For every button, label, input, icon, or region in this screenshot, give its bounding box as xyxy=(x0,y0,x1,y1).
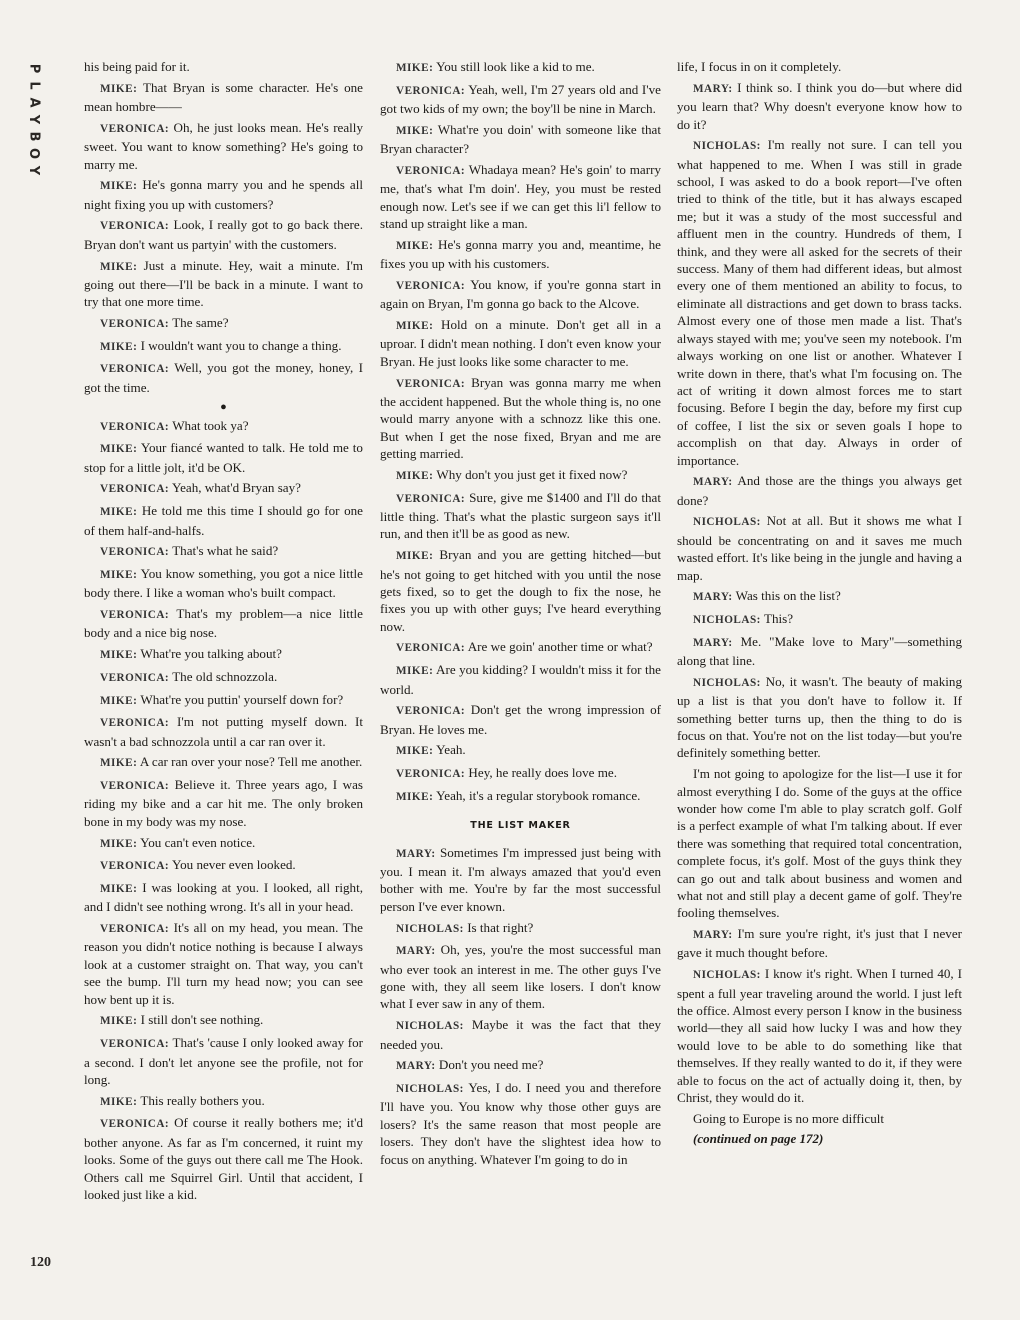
dialogue-text: Are you kidding? I wouldn't miss it for the world. xyxy=(380,662,661,697)
speaker-name: VERONICA: xyxy=(100,318,170,331)
dialogue-text: I'm not putting myself down. It wasn't a bad schnozzola until a car ran over it. xyxy=(84,714,363,749)
dialogue-text: Oh, yes, you're the most successful man who ever took an interest in me. The other guys I've gone with, they all seem like losers. I don't know what I ever saw in any of them. xyxy=(380,942,661,1012)
dialogue-text: Why don't you just get it fixed now? xyxy=(436,466,628,482)
dialogue-text: I think so. I think you do—but where did you learn that? Why doesn't everyone know how to do it? xyxy=(677,79,962,132)
dialogue-text: I still don't see nothing. xyxy=(140,1012,264,1028)
dialogue-paragraph xyxy=(380,276,661,313)
dialogue-paragraph xyxy=(84,58,363,75)
speaker-name: MARY: xyxy=(396,945,436,958)
speaker-name: VERONICA: xyxy=(396,768,466,781)
dialogue-text: Your fiancé wanted to talk. He told me to stop for a little jolt, it'd be OK. xyxy=(84,440,363,475)
speaker-name: MARY: xyxy=(693,476,733,489)
dialogue-paragraph xyxy=(380,941,661,1013)
dialogue-text: You still look like a kid to me. xyxy=(436,59,595,74)
speaker-name: MIKE: xyxy=(100,568,138,581)
dialogue-paragraph xyxy=(84,1011,363,1030)
speaker-name: MIKE: xyxy=(100,82,138,95)
dialogue-paragraph xyxy=(677,79,962,133)
speaker-name: NICHOLAS: xyxy=(396,922,464,935)
speaker-name: VERONICA: xyxy=(100,671,170,684)
sidebar-letter: A xyxy=(26,97,42,108)
dialogue-paragraph xyxy=(380,374,661,463)
dialogue-paragraph xyxy=(84,216,363,253)
text-column-2 xyxy=(380,58,661,1171)
dialogue-paragraph xyxy=(84,502,363,539)
dialogue-paragraph xyxy=(380,638,661,657)
speaker-name: MIKE: xyxy=(396,239,434,252)
dialogue-paragraph xyxy=(380,844,661,916)
sidebar-letter: Y xyxy=(26,114,42,125)
text-column-3 xyxy=(677,58,962,1151)
dialogue-text: Sometimes I'm impressed just being with you. I mean it. I'm always amazed that you'd even bother with me. You're by far the most successful person I've ever known. xyxy=(380,844,662,914)
speaker-name: VERONICA: xyxy=(100,546,170,559)
dialogue-paragraph xyxy=(84,337,363,356)
speaker-name: VERONICA: xyxy=(100,220,170,233)
dialogue-paragraph xyxy=(84,605,363,642)
speaker-name: MIKE: xyxy=(100,649,138,662)
speaker-name: NICHOLAS: xyxy=(693,613,761,626)
speaker-name: VERONICA: xyxy=(100,483,170,496)
sidebar-letter: L xyxy=(26,81,42,90)
speaker-name: NICHOLAS: xyxy=(396,1082,464,1095)
dialogue-paragraph xyxy=(380,741,661,760)
dialogue-paragraph xyxy=(84,479,363,498)
dialogue-text: Don't get the wrong impression of Bryan. He loves me. xyxy=(380,702,661,737)
dialogue-text: I'm sure you're right, it's just that I never gave it much thought before. xyxy=(677,926,962,961)
dialogue-paragraph xyxy=(380,1016,661,1053)
dialogue-text: I'm really not sure. I can tell you what happened to me. When I was still in grade school, I was asked to do a book report—I've often tried to think of the title, but it has always escaped me; but it was a study of the most successful and affluent men in the country. Hundreds of them, I think, and they were all asked for the secrets of their success. Many of them had different ideas, but almost every one of them mentioned an ability to focus, to eliminate all distractions and get down to brass tacks. Almost every one of those men made a list. That's always stayed with me; you've seen my notebook. I'm always working on one list or another. Whatever I write down in there, that's what I'm focusing on. The act of writing it down almost forces me to start focusing. Before I begin the day, before my first cup of coffee, I list the six or seven goals I hope to accomplish on that day. Always in order of importance. xyxy=(677,137,963,468)
dialogue-text: You know, if you're gonna start in again on Bryan, I'm gonna go back to the Alcove. xyxy=(380,276,661,312)
dialogue-text: Don't you need me? xyxy=(438,1057,544,1073)
dialogue-text: Just a minute. Hey, wait a minute. I'm going out there—I'll be back in a minute. I want to try that one more time. xyxy=(84,257,363,310)
dialogue-text: Are we goin' another time or what? xyxy=(467,639,653,655)
speaker-name: MARY: xyxy=(693,591,733,604)
sidebar-letter: Y xyxy=(26,165,42,176)
dialogue-text: This? xyxy=(763,610,794,626)
dialogue-text: A car ran over your nose? Tell me another. xyxy=(139,754,363,770)
speaker-name: VERONICA: xyxy=(396,492,466,505)
speaker-name: VERONICA: xyxy=(396,164,466,177)
dialogue-paragraph xyxy=(84,879,363,916)
dialogue-text: Going to Europe is no more difficult xyxy=(693,1110,885,1126)
speaker-name: MIKE: xyxy=(100,260,138,273)
dialogue-text: What're you talking about? xyxy=(140,646,282,662)
speaker-name: MIKE: xyxy=(100,180,138,193)
dialogue-paragraph xyxy=(84,691,363,710)
dialogue-paragraph xyxy=(677,136,962,469)
dialogue-paragraph xyxy=(677,587,962,606)
dialogue-text: Yeah. xyxy=(436,742,466,758)
dialogue-text: Sure, give me $1400 and I'll do that little thing. That's what the plastic surgeon says it'll run, and then it'll be as good as new. xyxy=(380,489,661,542)
speaker-name: NICHOLAS: xyxy=(693,676,761,689)
dialogue-paragraph xyxy=(84,439,363,476)
speaker-name: NICHOLAS: xyxy=(693,969,761,982)
dialogue-paragraph xyxy=(677,610,962,629)
speaker-name: MARY: xyxy=(693,929,733,942)
speaker-name: VERONICA: xyxy=(100,363,170,376)
speaker-name: VERONICA: xyxy=(100,420,170,433)
speaker-name: MIKE: xyxy=(396,62,434,74)
dialogue-text: I'm not going to apologize for the list—I use it for almost everything I do. Some of the guys at the office wonder how come I'm able to play scratch golf. Golf is a perfect example of what I'm talking about. If ever there was something that required total concentration, complete focus, it's golf. Most of the guys think they can go out and talk about business and women and what not and still play a decent game of golf. They're fooling themselves. xyxy=(677,766,962,921)
speaker-name: MIKE: xyxy=(100,694,138,707)
dialogue-paragraph xyxy=(380,489,661,543)
dialogue-paragraph xyxy=(84,176,363,213)
dialogue-paragraph xyxy=(84,1034,363,1088)
dialogue-text: Yeah, well, I'm 27 years old and I've got two kids of my own; the boy'll be nine in March. xyxy=(380,81,661,117)
dialogue-text: Yes, I do. I need you and therefore I'll have you. You know why those other guys are losers? It's the same reason that most people are losers. They don't have the slightest idea how to focus on anything. Whatever I'm going to do in xyxy=(380,1079,661,1167)
dialogue-text: No, it wasn't. The beauty of making up a list is that you don't have to follow it. If something better turns up, then the thing to do is focus on that. You're not on the list today—but you're definitely something better. xyxy=(677,673,963,761)
speaker-name: MIKE: xyxy=(100,882,138,895)
speaker-name: VERONICA: xyxy=(396,84,466,97)
speaker-name: VERONICA: xyxy=(100,923,170,936)
dialogue-paragraph xyxy=(380,919,661,938)
dialogue-paragraph xyxy=(380,236,661,273)
dialogue-paragraph xyxy=(677,633,962,670)
speaker-name: VERONICA: xyxy=(100,717,170,730)
dialogue-paragraph xyxy=(380,161,661,233)
speaker-name: VERONICA: xyxy=(396,642,466,655)
dialogue-paragraph xyxy=(677,965,962,1106)
dialogue-text: It's all on my head, you mean. The reason you didn't notice nothing is because I always look at a customer straight on. That way, you can't see the bump. I'll turn my head now; you can see how bent up it is. xyxy=(84,920,363,1007)
dialogue-paragraph xyxy=(84,119,363,173)
speaker-name: VERONICA: xyxy=(396,377,466,390)
dialogue-text: He told me this time I should go for one of them half-and-halfs. xyxy=(84,503,363,538)
dialogue-paragraph xyxy=(677,1110,962,1127)
dialogue-paragraph xyxy=(380,316,661,370)
speaker-name: MIKE: xyxy=(396,745,434,758)
speaker-name: MIKE: xyxy=(100,340,138,353)
speaker-name: MIKE: xyxy=(396,790,434,803)
dialogue-text: This really bothers you. xyxy=(140,1092,265,1108)
speaker-name: MIKE: xyxy=(100,1095,138,1108)
dialogue-paragraph xyxy=(84,359,363,396)
dialogue-text: life, I focus in on it completely. xyxy=(677,59,842,74)
section-heading: THE LIST MAKER xyxy=(470,820,571,832)
dialogue-text: Yeah, what'd Bryan say? xyxy=(171,480,301,496)
speaker-name: VERONICA: xyxy=(100,1118,170,1131)
dialogue-text: Whadaya mean? He's goin' to marry me, that's what I'm doin'. Hey, you must be rested enough now. Let's see if we can get this li'l fellow to stand up straight like a man. xyxy=(380,161,661,232)
dialogue-paragraph xyxy=(677,925,962,962)
continuation-note: (continued on page 172) xyxy=(693,1131,824,1147)
speaker-name: VERONICA: xyxy=(100,122,170,135)
dialogue-text: What're you doin' with someone like that Bryan character? xyxy=(380,121,661,157)
speaker-name: MIKE: xyxy=(396,665,434,678)
dialogue-text: Me. "Make love to Mary"—something along that line. xyxy=(677,633,962,669)
speaker-name: MIKE: xyxy=(396,550,434,563)
dialogue-paragraph xyxy=(84,565,363,602)
speaker-name: MARY: xyxy=(693,82,733,95)
speaker-name: MIKE: xyxy=(100,837,138,850)
speaker-name: NICHOLAS: xyxy=(396,1020,464,1033)
dialogue-text: You never even looked. xyxy=(171,857,296,873)
dialogue-text: That's what he said? xyxy=(172,543,279,559)
dialogue-paragraph xyxy=(84,1092,363,1111)
speaker-name: MIKE: xyxy=(100,757,138,770)
dialogue-text: That Bryan is some character. He's one mean hombre—— xyxy=(84,79,363,115)
sidebar-letter: B xyxy=(26,131,42,142)
dialogue-paragraph xyxy=(677,58,962,75)
speaker-name: VERONICA: xyxy=(100,1038,170,1051)
dialogue-paragraph xyxy=(84,79,363,116)
dialogue-paragraph xyxy=(380,58,661,77)
dialogue-text: And those are the things you always get done? xyxy=(677,473,962,508)
dialogue-paragraph xyxy=(84,257,363,311)
dialogue-paragraph xyxy=(84,668,363,687)
dialogue-text: The old schnozzola. xyxy=(172,668,278,684)
speaker-name: VERONICA: xyxy=(396,279,466,292)
dialogue-text: his being paid for it. xyxy=(84,59,190,74)
dialogue-text: I wouldn't want you to change a thing. xyxy=(140,337,342,353)
playboy-sidebar-logo xyxy=(22,60,46,179)
speaker-name: MIKE: xyxy=(100,506,138,519)
dialogue-paragraph xyxy=(84,713,363,750)
text-column-1 xyxy=(84,58,363,1207)
dialogue-text: I know it's right. When I turned 40, I spent a full year traveling around the world. I just left the office. Almost every person I know in the business world—they all said how lucky I was and how they would love to be able to do something like that themselves. If they really wanted to do it, if they were able to focus on the act of actually doing it, then, by Christ, they would do it. xyxy=(677,966,962,1106)
dialogue-paragraph xyxy=(677,512,962,584)
dialogue-paragraph xyxy=(84,753,363,772)
speaker-name: MIKE: xyxy=(396,124,434,137)
dialogue-paragraph xyxy=(84,856,363,875)
dialogue-text: Of course it really bothers me; it'd bother anyone. As far as I'm concerned, it ruint my looks. Some of the guys out there call me The Hook. Others call me Squirrel Girl. Until that accident, I looked just like a kid. xyxy=(84,1115,363,1202)
dialogue-text: Well, you got the money, honey, I got the time. xyxy=(84,360,363,395)
dialogue-paragraph xyxy=(84,1114,363,1203)
speaker-name: VERONICA: xyxy=(100,860,170,873)
speaker-name: VERONICA: xyxy=(100,609,170,622)
dialogue-text: Is that right? xyxy=(467,919,534,935)
dialogue-paragraph xyxy=(380,661,661,698)
dialogue-text: Oh, he just looks mean. He's really sweet. You want to know something? He's going to marry me. xyxy=(84,119,363,172)
dialogue-text: You can't even notice. xyxy=(140,834,256,850)
dialogue-text: You know something, you got a nice little body there. I like a woman who's built compact. xyxy=(84,565,363,601)
dialogue-paragraph xyxy=(84,417,363,436)
dialogue-paragraph xyxy=(380,81,661,118)
dialogue-text: The same? xyxy=(172,315,229,331)
dialogue-paragraph xyxy=(380,764,661,783)
speaker-name: MARY: xyxy=(396,1060,436,1073)
dialogue-paragraph xyxy=(380,701,661,738)
dialogue-text: That's 'cause I only looked away for a second. I don't let anyone see the profile, not for long. xyxy=(84,1035,363,1087)
dialogue-paragraph xyxy=(380,787,661,806)
dialogue-paragraph xyxy=(84,776,363,830)
dialogue-text: He's gonna marry you and, meantime, he fixes you up with his customers. xyxy=(380,236,661,272)
speaker-name: VERONICA: xyxy=(100,780,170,793)
speaker-name: MARY: xyxy=(396,847,436,860)
dialogue-paragraph xyxy=(380,1056,661,1075)
dialogue-text: Bryan and you are getting hitched—but he's not going to get hitched with you until the nose gets fixed, so to get the dough to fix the nose, he fixes you up with other guys; I've heard everything now. xyxy=(380,547,661,634)
dialogue-text: Maybe it was the fact that they needed you. xyxy=(380,1017,661,1052)
dialogue-text: Hey, he really does love me. xyxy=(468,765,618,781)
dialogue-text: What took ya? xyxy=(172,417,249,433)
dialogue-text: Not at all. But it shows me what I should be concentrating on and it saves me much wasted effort. It's like being in the jungle and having a map. xyxy=(677,513,962,583)
speaker-name: NICHOLAS: xyxy=(693,516,761,529)
speaker-name: VERONICA: xyxy=(396,705,466,718)
dialogue-paragraph xyxy=(84,834,363,853)
dialogue-text: Look, I really got to go back there. Bryan don't want us partyin' with the customers. xyxy=(84,217,363,252)
speaker-name: MARY: xyxy=(693,636,733,649)
dialogue-paragraph xyxy=(380,546,661,635)
dialogue-paragraph xyxy=(677,472,962,509)
dialogue-paragraph xyxy=(84,314,363,333)
dialogue-text: What're you puttin' yourself down for? xyxy=(140,691,344,707)
dialogue-text: Believe it. Three years ago, I was riding my bike and a car hit me. The only broken bone in my body was my nose. xyxy=(84,777,363,829)
section-break-bullet: ● xyxy=(220,400,227,413)
dialogue-paragraph xyxy=(380,466,661,485)
dialogue-text: Hold on a minute. Don't get all in a uproar. I didn't mean nothing. I don't even know your Bryan. He just looks like some character to me. xyxy=(380,317,661,369)
dialogue-paragraph xyxy=(84,542,363,561)
dialogue-paragraph xyxy=(84,919,363,1008)
dialogue-paragraph xyxy=(380,1079,661,1168)
dialogue-text: Was this on the list? xyxy=(735,588,841,604)
dialogue-text: That's my problem—a nice little body and a nice big nose. xyxy=(84,606,363,641)
sidebar-letter: P xyxy=(26,63,42,74)
speaker-name: NICHOLAS: xyxy=(693,140,761,153)
speaker-name: MIKE: xyxy=(100,443,138,456)
dialogue-text: I was looking at you. I looked, all right, and I didn't see nothing wrong. It's all in your head. xyxy=(84,879,363,915)
dialogue-text: Yeah, it's a regular storybook romance. xyxy=(436,787,641,803)
speaker-name: MIKE: xyxy=(396,469,434,482)
dialogue-text: Bryan was gonna marry me when the accident happened. But the whole thing is, no one would marry anyone with a schnozz like this one. But when I get the nose fixed, Bryan and me are getting married. xyxy=(380,374,661,462)
dialogue-paragraph xyxy=(84,645,363,664)
dialogue-paragraph xyxy=(380,121,661,158)
speaker-name: MIKE: xyxy=(396,320,434,333)
sidebar-letter: O xyxy=(26,147,42,160)
speaker-name: MIKE: xyxy=(100,1015,138,1028)
dialogue-paragraph xyxy=(677,765,962,922)
dialogue-text: He's gonna marry you and he spends all night fixing you up with customers? xyxy=(84,177,363,212)
page-number: 120 xyxy=(30,1255,51,1270)
dialogue-paragraph xyxy=(677,673,962,762)
